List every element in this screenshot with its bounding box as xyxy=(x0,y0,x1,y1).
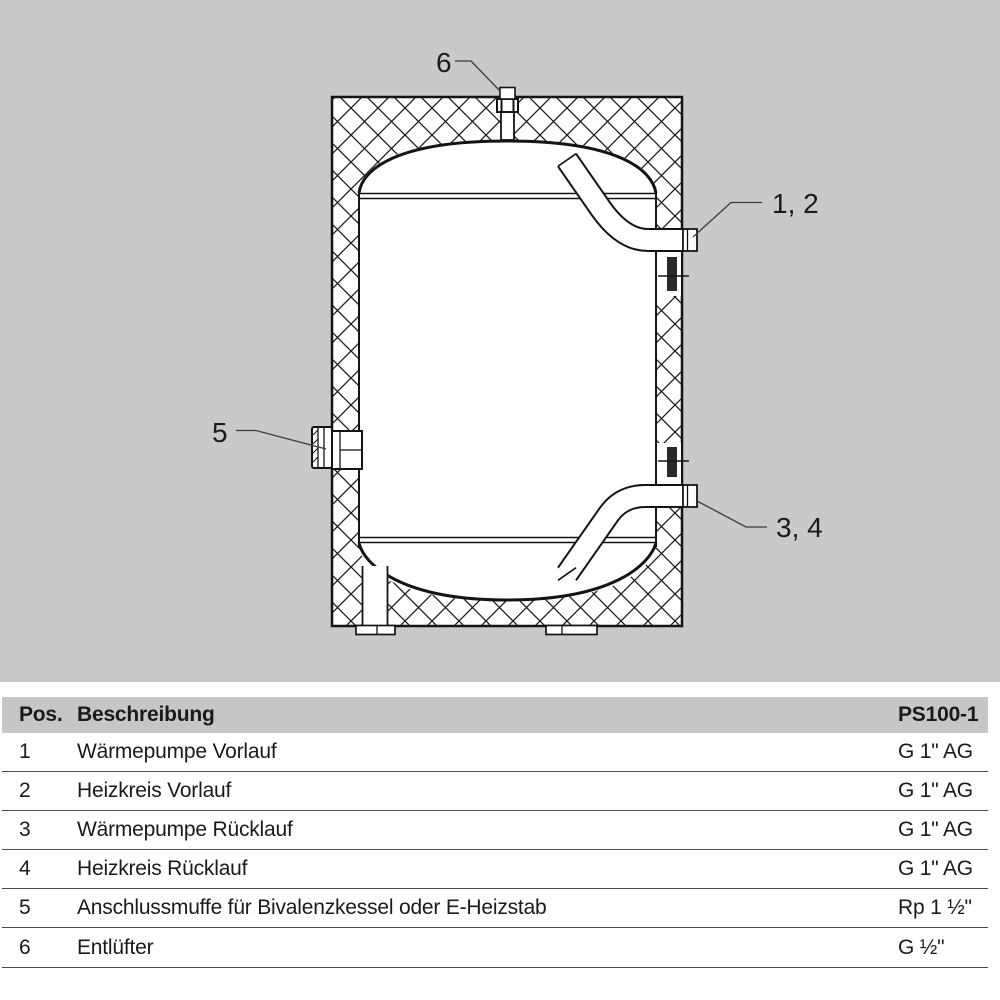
table-row xyxy=(2,889,988,928)
row-desc: Wärmepumpe Rücklauf xyxy=(77,818,293,842)
header-pos: Pos. xyxy=(19,703,63,726)
row-desc: Anschlussmuffe für Bivalenzkessel oder E-Heizstab xyxy=(77,896,547,920)
table-row xyxy=(2,850,988,889)
row-spec: Rp 1 ½" xyxy=(898,896,972,920)
table-row xyxy=(2,928,988,967)
row-spec: G 1" AG xyxy=(898,740,973,764)
row-pos: 2 xyxy=(19,779,31,803)
row-pos: 5 xyxy=(19,896,31,920)
row-pos: 6 xyxy=(19,935,31,959)
header-model: PS100-1 xyxy=(898,703,979,726)
row-spec: G 1" AG xyxy=(898,818,973,842)
table-row xyxy=(2,733,988,772)
table-row xyxy=(2,772,988,811)
callout-label-muffe: 5 xyxy=(212,417,228,448)
row-spec: G 1" AG xyxy=(898,857,973,881)
row-desc: Wärmepumpe Vorlauf xyxy=(77,740,277,764)
tank-leg xyxy=(362,566,389,628)
callout-label-lower: 3, 4 xyxy=(776,512,823,543)
callout-label-vent: 6 xyxy=(436,47,452,78)
row-pos: 3 xyxy=(19,818,31,842)
row-pos: 1 xyxy=(19,740,31,764)
spec-table xyxy=(2,697,988,968)
callout-label-upper: 1, 2 xyxy=(772,188,819,219)
heating-element-socket xyxy=(312,427,362,469)
tank-foot-left xyxy=(356,626,395,635)
table-row xyxy=(2,811,988,850)
table-header-row xyxy=(2,697,988,733)
row-spec: G ½" xyxy=(898,935,945,959)
header-description: Beschreibung xyxy=(77,703,215,726)
row-desc: Heizkreis Vorlauf xyxy=(77,779,232,803)
row-desc: Heizkreis Rücklauf xyxy=(77,857,248,881)
row-spec: G 1" AG xyxy=(898,779,973,803)
row-pos: 4 xyxy=(19,857,31,881)
tank-foot-right xyxy=(546,626,597,635)
row-desc: Entlüfter xyxy=(77,935,154,959)
vent-fitting xyxy=(497,88,518,141)
